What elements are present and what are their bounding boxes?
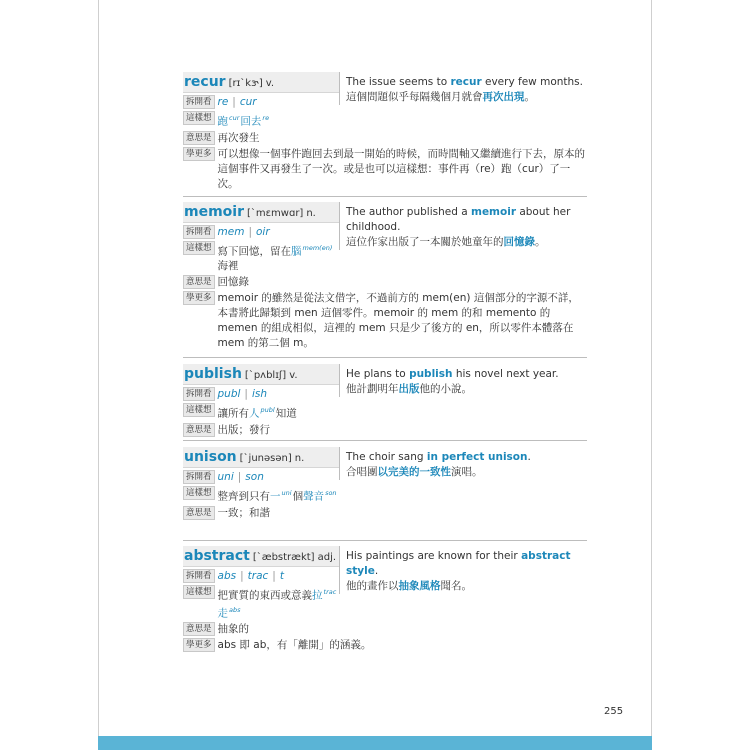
part-of-speech: n.: [306, 208, 316, 219]
tag-meaning: 意思是: [183, 506, 215, 520]
example-en: The choir sang in perfect unison.: [346, 451, 531, 463]
page-number: 255: [604, 706, 624, 717]
meaning-text: 出版；發行: [217, 423, 271, 436]
example-en: The issue seems to recur every few months.: [346, 76, 583, 88]
tag-think: 這樣想: [183, 486, 215, 500]
tag-meaning: 意思是: [183, 275, 215, 289]
headword: abstract: [184, 548, 250, 564]
meaning-text: 抽象的: [217, 623, 250, 635]
tag-think: 這樣想: [183, 241, 215, 255]
think-text: 跑$^{cur}$回去$^{re}$: [217, 114, 270, 128]
tag-split: 拆開看: [183, 470, 215, 484]
example-zh: 這位作家出版了一本關於她童年的回憶錄。: [346, 236, 546, 248]
headword: recur: [184, 74, 226, 90]
tag-more: 學更多: [183, 638, 215, 652]
more-text: memoir 的雖然是從法文借字，不過前方的 mem(en) 這個部分的字源不詳，本書將此歸類到 men 這個零件。memoir 的 mem 的和 memento 的 memen 的組成相似，這裡的 mem 只是少了後方的 en，所以零件本體落在 mem 的第二個 m。: [217, 291, 579, 349]
divider: [183, 357, 587, 358]
part-of-speech: v.: [289, 370, 298, 381]
think-text: 寫下回憶，留在腦$^{mem(en)}$海裡: [217, 244, 333, 272]
entry-recur: [183, 72, 587, 192]
divider: [183, 540, 587, 541]
meaning-text: 再次發生: [217, 131, 260, 144]
headword: unison: [184, 449, 237, 465]
example-en: His paintings are known for their abstract style.: [346, 550, 571, 577]
think-text: 整齊到只有一$^{uni}$個聲音$^{son}$: [217, 489, 337, 503]
word-parts: abs | trac | t: [217, 570, 284, 582]
pronunciation: [ˋjunəsən]: [239, 453, 292, 464]
divider: [183, 196, 587, 197]
example-en: He plans to publish his novel next year.: [346, 368, 559, 380]
bottom-color-band: [98, 736, 652, 750]
meaning-text: 回憶錄: [217, 275, 250, 288]
pronunciation: [ˋæbstrækt]: [252, 552, 315, 563]
think-text: 讓所有人$^{publ}$知道: [217, 406, 297, 420]
part-of-speech: v.: [265, 78, 275, 89]
headline: [183, 72, 339, 93]
more-text: abs 即 ab，有「離開」的涵義。: [217, 639, 372, 651]
entry-abstract: [183, 546, 587, 653]
example-zh: 他計劃明年出版他的小說。: [346, 383, 472, 395]
divider: [183, 440, 587, 441]
entry-publish: [183, 364, 587, 437]
example-zh: 他的畫作以抽象風格聞名。: [346, 580, 472, 592]
tag-split: 拆開看: [183, 95, 215, 109]
tag-split: 拆開看: [183, 225, 215, 239]
tag-split: 拆開看: [183, 569, 215, 583]
example-en: The author published a memoir about her childhood.: [346, 206, 571, 233]
word-parts: publ | ish: [217, 388, 268, 400]
more-text: 可以想像一個事件跑回去到最一開始的時候，而時間軸又繼續進行下去，原本的這個事件又再發生了一次。或是也可以這樣想：事件再（re）跑（cur）了一次。: [217, 147, 586, 190]
tag-more: 學更多: [183, 291, 215, 305]
word-parts: mem | oir: [217, 226, 270, 238]
think-text: 把實質的東西或意義拉$^{trac}$走$^{abs}$: [217, 588, 337, 619]
headword: memoir: [184, 204, 244, 220]
tag-meaning: 意思是: [183, 131, 215, 145]
part-of-speech: n.: [294, 453, 305, 464]
entry-unison: [183, 447, 587, 520]
tag-meaning: 意思是: [183, 423, 215, 437]
tag-more: 學更多: [183, 147, 215, 161]
headword: publish: [184, 366, 242, 382]
meaning-text: 一致；和諧: [217, 506, 271, 519]
tag-think: 這樣想: [183, 111, 215, 125]
word-parts: uni | son: [217, 471, 264, 483]
pronunciation: [ˋmɛmwɑr]: [247, 208, 304, 219]
tag-meaning: 意思是: [183, 622, 215, 636]
example-zh: 合唱團以完美的一致性演唱。: [346, 466, 483, 478]
tag-think: 這樣想: [183, 403, 215, 417]
entry-memoir: [183, 202, 587, 351]
pronunciation: [rɪˋkɝ]: [228, 78, 263, 89]
tag-split: 拆開看: [183, 387, 215, 401]
tag-think: 這樣想: [183, 585, 215, 599]
pronunciation: [ˋpʌblɪʃ]: [244, 370, 287, 381]
word-parts: re | cur: [217, 96, 257, 108]
part-of-speech: adj.: [317, 552, 337, 563]
example-zh: 這個問題似乎每隔幾個月就會再次出現。: [346, 91, 535, 103]
